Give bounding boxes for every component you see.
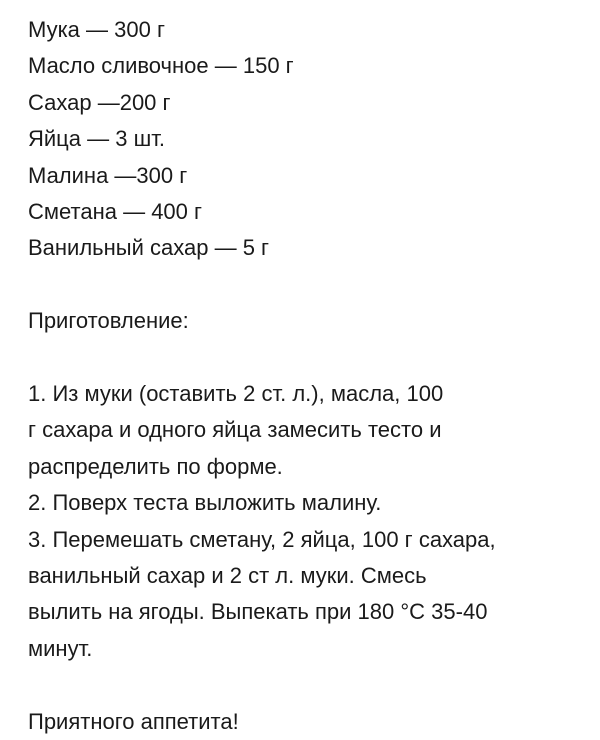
blank-line [28, 340, 588, 376]
preparation-heading: Приготовление: [28, 308, 189, 334]
ingredient-line: Мука — 300 г [28, 17, 165, 42]
closing-line: Приятного аппетита! [28, 708, 239, 734]
blank-line [28, 667, 588, 703]
preparation-steps [28, 376, 588, 667]
ingredient-line: Яйца — 3 шт. [28, 126, 165, 152]
ingredient-line: Ванильный сахар — 5 г [28, 235, 270, 261]
step-line: г сахара и одного яйца замесить тесто и [28, 417, 442, 443]
ingredient-line: Масло сливочное — 150 г [28, 53, 294, 79]
step-line: 3. Перемешать сметану, 2 яйца, 100 г сахара, [28, 526, 496, 552]
recipe-text [28, 12, 588, 740]
blank-line [28, 267, 588, 303]
step-line: минут. [28, 635, 93, 661]
step-line: ванильный сахар и 2 ст л. муки. Смесь [28, 563, 427, 589]
step-line: 1. Из муки (оставить 2 ст. л.), масла, 100 [28, 381, 444, 407]
ingredient-line: Сметана — 400 г [28, 199, 203, 225]
ingredient-line: Малина —300 г [28, 162, 188, 188]
ingredients-list [28, 12, 588, 267]
ingredient-line: Сахар —200 г [28, 89, 171, 115]
step-line: вылить на ягоды. Выпекать при 180 °С 35-40 [28, 599, 488, 625]
step-line: 2. Поверх теста выложить малину. [28, 490, 382, 516]
step-line: распределить по форме. [28, 453, 283, 479]
